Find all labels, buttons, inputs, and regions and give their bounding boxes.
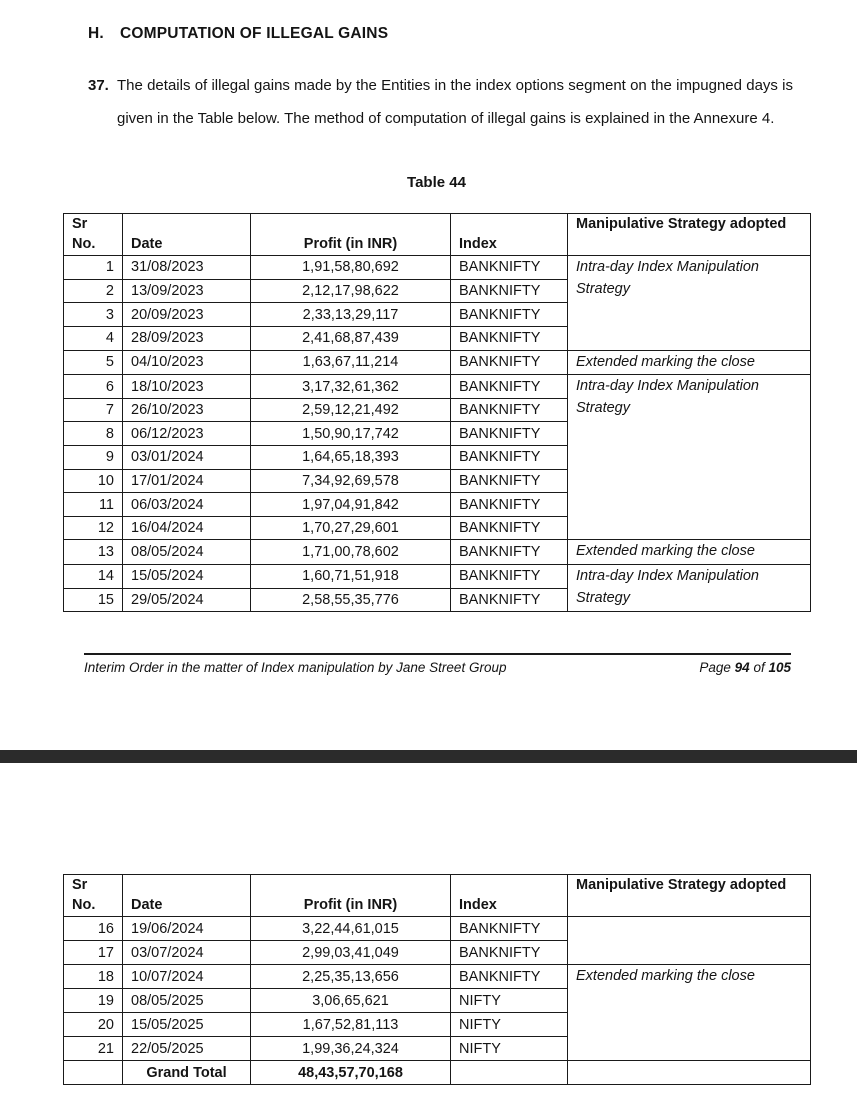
- cell-index: BANKNIFTY: [451, 398, 568, 422]
- cell-sr: 6: [64, 375, 123, 399]
- cell-index: BANKNIFTY: [451, 256, 568, 280]
- cell-date: 03/01/2024: [123, 446, 251, 470]
- cell-index: BANKNIFTY: [451, 375, 568, 399]
- footer-page-number: 94: [734, 660, 750, 675]
- cell-strategy-extended: Extended marking the close: [568, 350, 811, 375]
- table-header-row: [64, 214, 811, 256]
- paragraph-37: [88, 70, 793, 135]
- cell-profit: 7,34,92,69,578: [251, 469, 451, 493]
- cell-strategy-intraday: Intra-day Index Manipulation Strategy: [568, 375, 811, 540]
- grand-total-value: 48,43,57,70,168: [251, 1061, 451, 1085]
- cell-profit: 1,60,71,51,918: [251, 565, 451, 589]
- cell-index: NIFTY: [451, 989, 568, 1013]
- cell-sr: 5: [64, 350, 123, 375]
- table-row: [64, 540, 811, 565]
- cell-index: NIFTY: [451, 1037, 568, 1061]
- cell-sr: 21: [64, 1037, 123, 1061]
- cell-sr: 10: [64, 469, 123, 493]
- cell-sr: 16: [64, 917, 123, 941]
- cell-strategy-intraday: Intra-day Index Manipulation Strategy: [568, 256, 811, 350]
- cell-index: BANKNIFTY: [451, 422, 568, 446]
- header-profit: Profit (in INR): [251, 214, 451, 256]
- cell-profit: 1,63,67,11,214: [251, 350, 451, 375]
- cell-date: 22/05/2025: [123, 1037, 251, 1061]
- cell-sr: 20: [64, 1013, 123, 1037]
- cell-date: 15/05/2024: [123, 565, 251, 589]
- cell-index: BANKNIFTY: [451, 303, 568, 327]
- cell-date: 26/10/2023: [123, 398, 251, 422]
- header-sr-line1: Sr: [72, 216, 88, 232]
- cell-profit: 2,41,68,87,439: [251, 326, 451, 350]
- cell-sr: 13: [64, 540, 123, 565]
- cell-sr: 3: [64, 303, 123, 327]
- cell-profit: 3,22,44,61,015: [251, 917, 451, 941]
- cell-index: BANKNIFTY: [451, 446, 568, 470]
- cell-date: 04/10/2023: [123, 350, 251, 375]
- cell-index: BANKNIFTY: [451, 588, 568, 612]
- cell-index: BANKNIFTY: [451, 469, 568, 493]
- cell-sr: 9: [64, 446, 123, 470]
- cell-index: BANKNIFTY: [451, 965, 568, 989]
- grand-total-index-cell-empty: [451, 1061, 568, 1085]
- cell-date: 06/12/2023: [123, 422, 251, 446]
- cell-date: 16/04/2024: [123, 516, 251, 540]
- cell-profit: 1,97,04,91,842: [251, 493, 451, 517]
- cell-index: BANKNIFTY: [451, 279, 568, 303]
- cell-date: 03/07/2024: [123, 941, 251, 965]
- cell-profit: 1,71,00,78,602: [251, 540, 451, 565]
- cell-profit: 2,25,35,13,656: [251, 965, 451, 989]
- cell-profit: 2,33,13,29,117: [251, 303, 451, 327]
- cell-strategy-extended: Extended marking the close: [568, 540, 811, 565]
- section-heading-title: COMPUTATION OF ILLEGAL GAINS: [120, 25, 389, 42]
- table-header-row: [64, 875, 811, 917]
- cell-index: BANKNIFTY: [451, 350, 568, 375]
- cell-date: 19/06/2024: [123, 917, 251, 941]
- cell-date: 28/09/2023: [123, 326, 251, 350]
- footer-page-total: 105: [768, 660, 791, 675]
- table-row: [64, 565, 811, 589]
- cell-profit: 1,64,65,18,393: [251, 446, 451, 470]
- cell-sr: 15: [64, 588, 123, 612]
- cell-profit: 2,12,17,98,622: [251, 279, 451, 303]
- header-sr-line2: No.: [72, 235, 96, 252]
- cell-sr: 7: [64, 398, 123, 422]
- cell-date: 15/05/2025: [123, 1013, 251, 1037]
- cell-index: BANKNIFTY: [451, 493, 568, 517]
- header-strategy: Manipulative Strategy adopted: [568, 214, 811, 256]
- gains-table-page1: [63, 213, 811, 612]
- cell-date: 29/05/2024: [123, 588, 251, 612]
- cell-sr: 11: [64, 493, 123, 517]
- cell-index: BANKNIFTY: [451, 941, 568, 965]
- table-row: [64, 256, 811, 280]
- cell-sr: 14: [64, 565, 123, 589]
- cell-index: NIFTY: [451, 1013, 568, 1037]
- footer-of-label: of: [753, 660, 765, 675]
- footer-page-label: Page: [699, 660, 731, 675]
- paragraph-text: The details of illegal gains made by the Entities in the index options segment on the impugned days is given in the Table below. The method of computation of illegal gains is explained in the Annexure 4.: [117, 77, 793, 127]
- cell-index: BANKNIFTY: [451, 917, 568, 941]
- cell-sr: 18: [64, 965, 123, 989]
- header-date: Date: [123, 214, 251, 256]
- grand-total-sr-cell-empty: [64, 1061, 123, 1085]
- cell-profit: 2,99,03,41,049: [251, 941, 451, 965]
- cell-strategy-extended: Extended marking the close: [568, 965, 811, 1061]
- cell-profit: 1,50,90,17,742: [251, 422, 451, 446]
- table-caption: Table 44: [407, 174, 466, 191]
- grand-total-row: [64, 1061, 811, 1085]
- header-sr-line2: No.: [72, 896, 96, 913]
- cell-sr: 2: [64, 279, 123, 303]
- cell-sr: 12: [64, 516, 123, 540]
- header-sr-no: [64, 875, 123, 917]
- header-index: Index: [451, 875, 568, 917]
- cell-sr: 8: [64, 422, 123, 446]
- section-heading-number: H.: [88, 25, 104, 42]
- cell-profit: 1,70,27,29,601: [251, 516, 451, 540]
- footer-page-indicator: [699, 660, 791, 675]
- cell-date: 08/05/2024: [123, 540, 251, 565]
- cell-strategy-continuation-empty: [568, 917, 811, 965]
- header-strategy: Manipulative Strategy adopted: [568, 875, 811, 917]
- table-row: [64, 917, 811, 941]
- cell-index: BANKNIFTY: [451, 326, 568, 350]
- cell-date: 13/09/2023: [123, 279, 251, 303]
- cell-date: 18/10/2023: [123, 375, 251, 399]
- cell-date: 08/05/2025: [123, 989, 251, 1013]
- cell-profit: 3,06,65,621: [251, 989, 451, 1013]
- table-row: [64, 375, 811, 399]
- cell-index: BANKNIFTY: [451, 540, 568, 565]
- gains-table-page2: [63, 874, 811, 1085]
- table-row: [64, 965, 811, 989]
- cell-index: BANKNIFTY: [451, 516, 568, 540]
- header-profit: Profit (in INR): [251, 875, 451, 917]
- grand-total-strategy-cell-empty: [568, 1061, 811, 1085]
- cell-index: BANKNIFTY: [451, 565, 568, 589]
- page-break-divider: [0, 750, 857, 763]
- cell-date: 20/09/2023: [123, 303, 251, 327]
- cell-sr: 4: [64, 326, 123, 350]
- cell-sr: 17: [64, 941, 123, 965]
- cell-profit: 2,58,55,35,776: [251, 588, 451, 612]
- cell-date: 31/08/2023: [123, 256, 251, 280]
- page-footer: [84, 653, 791, 675]
- cell-profit: 1,91,58,80,692: [251, 256, 451, 280]
- cell-profit: 1,99,36,24,324: [251, 1037, 451, 1061]
- cell-profit: 3,17,32,61,362: [251, 375, 451, 399]
- cell-sr: 1: [64, 256, 123, 280]
- grand-total-label: Grand Total: [123, 1061, 251, 1085]
- cell-profit: 1,67,52,81,113: [251, 1013, 451, 1037]
- cell-sr: 19: [64, 989, 123, 1013]
- table-row: [64, 350, 811, 375]
- cell-profit: 2,59,12,21,492: [251, 398, 451, 422]
- cell-date: 17/01/2024: [123, 469, 251, 493]
- header-date: Date: [123, 875, 251, 917]
- cell-date: 10/07/2024: [123, 965, 251, 989]
- header-sr-no: [64, 214, 123, 256]
- cell-strategy-intraday: Intra-day Index Manipulation Strategy: [568, 565, 811, 612]
- cell-date: 06/03/2024: [123, 493, 251, 517]
- header-index: Index: [451, 214, 568, 256]
- paragraph-number: 37.: [88, 77, 109, 94]
- section-heading: [88, 25, 797, 43]
- header-sr-line1: Sr: [72, 877, 88, 893]
- footer-document-title: Interim Order in the matter of Index manipulation by Jane Street Group: [84, 660, 507, 675]
